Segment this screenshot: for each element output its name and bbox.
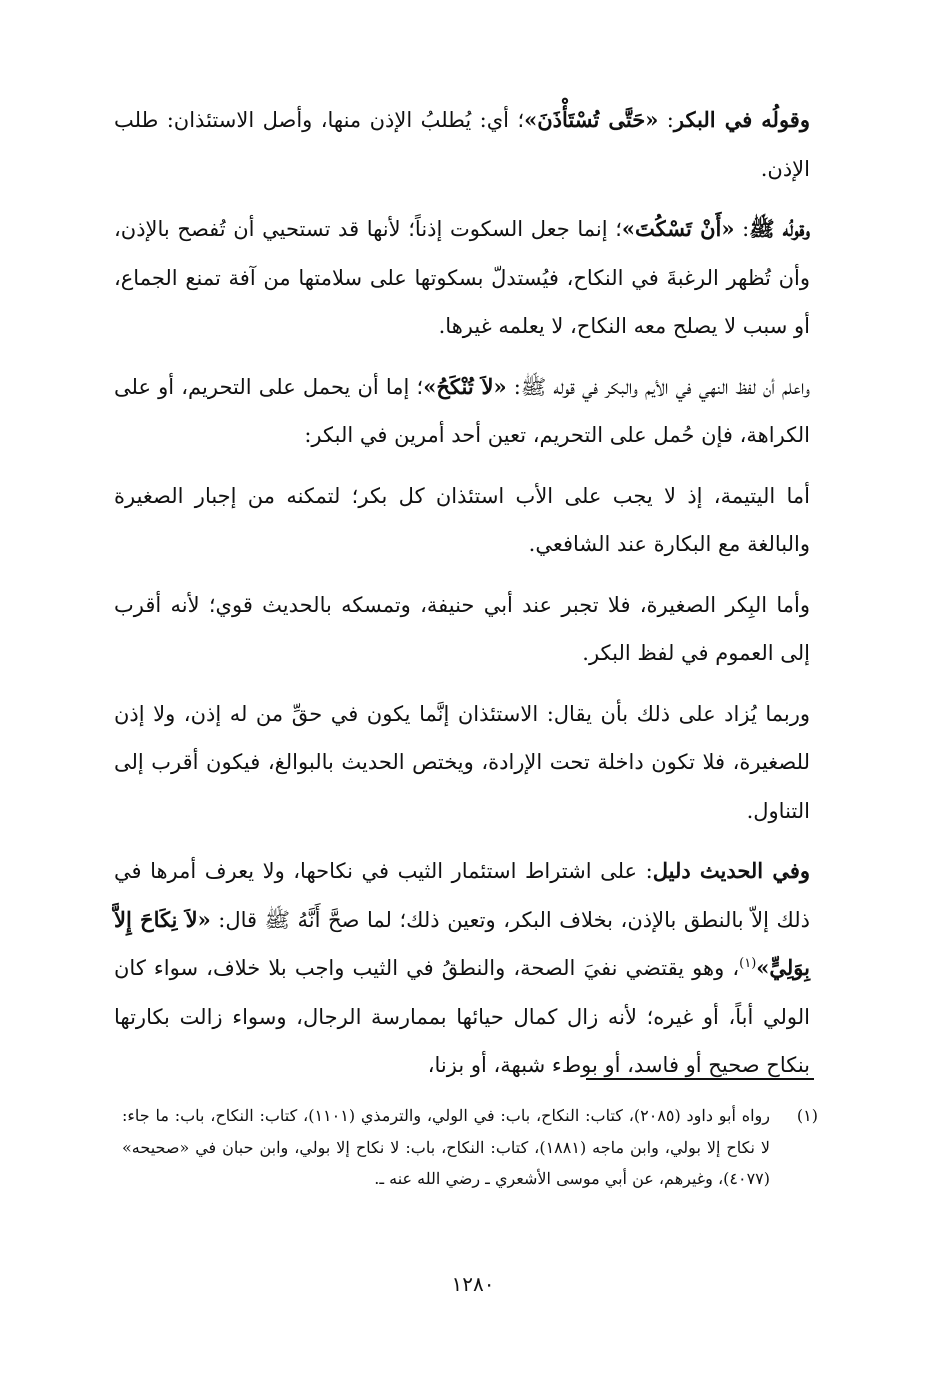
paragraph-2-lead: وقولُه ﷺ <box>749 216 810 241</box>
paragraph-4: أما اليتيمة، إذ لا يجب على الأب استئذان كل بكر؛ لتمكنه من إجبار الصغيرة والبالغة مع البكارة عند الشافعي. <box>114 483 810 556</box>
paragraph-7-quote: «لاَ نِكَاحَ إِلاَّ بِوَلِيٍّ» <box>114 906 810 980</box>
paragraph-5: وأما البِكر الصغيرة، فلا تجبر عند أبي حنيفة، وتمسكه بالحديث قوي؛ لأنه أقرب إلى العموم في لفظ البكر. <box>114 592 810 665</box>
footnote-1 <box>122 1100 818 1195</box>
paragraph-7-pre: : على اشتراط استئمار الثيب في نكاحها، ولا يعرف أمرها في ذلك إلاّ بالنطق بالإذن، بخلاف البكر، وتعين ذلك؛ لما صحَّ أَنَّهُ ﷺ قال: <box>114 859 810 932</box>
paragraph-1-quote: «حَتَّى تُسْتَأْذَنَ» <box>524 107 659 132</box>
footnotes <box>122 1100 818 1195</box>
paragraph-2-rest: ؛ إنما جعل السكوت إذناً؛ لأنها قد تستحيي أن تُفصح بالإذن، وأن تُظهر الرغبةَ في النكاح، فيُستدلّ بسكوتها على سلامتها من آفة تمنع الجماع، أو سبب لا يصلح معه النكاح، لا يعلمه غيرها. <box>114 217 810 338</box>
paragraph-2 <box>114 205 810 351</box>
paragraph-2-quote: «أَنْ تَسْكُتَ» <box>621 216 735 241</box>
page-number: ١٢٨٠ <box>451 1272 495 1296</box>
paragraph-3 <box>114 363 810 460</box>
footnote-1-number: (١) <box>796 1106 818 1125</box>
main-text <box>114 96 810 1098</box>
paragraph-3-pre: واعلم أن لفظ النهي في الأيم والبكر في قوله ﷺ: <box>506 374 811 399</box>
footnote-reference: (١) <box>739 956 757 971</box>
paragraph-7-rest: ، وهو يقتضي نفيَ الصحة، والنطقُ في الثيب واجب بلا خلاف، سواء كان الولي أباً، أو غيره؛ لأنه زال كمال حيائها بممارسة الرجال، وسواء زالت بكارتها بنكاح صحيح أو فاسد، أو بوطء شبهة، أو بزنا، <box>114 956 810 1077</box>
paragraph-3-rest: ؛ إما أن يحمل على التحريم، أو على الكراهة، فإن حُمل على التحريم، تعين أحد أمرين في البكر: <box>114 374 810 447</box>
paragraph-1-quote-pre: : <box>658 108 674 132</box>
paragraph-2-quote-pre: : <box>734 217 750 241</box>
footnote-1-text: رواه أبو داود (٢٠٨٥)، كتاب: النكاح، باب: في الولي، والترمذي (١١٠١)، كتاب: النكاح، باب: ما جاء: لا نكاح إلا بولي، وابن ماجه (١٨٨١)، كتاب: النكاح، باب: لا نكاح إلا بولي، وابن حبان في «صحيحه» (٤٠٧٧)، وغيرهم، عن أبي موسى الأشعري ـ رضي الله عنه ـ. <box>122 1106 770 1188</box>
paragraph-7-lead: وفي الحديث دليل <box>652 858 810 883</box>
paragraph-1 <box>114 96 810 193</box>
paragraph-1-rest: ؛ أي: يُطلبُ الإذن منها، وأصل الاستئذان: طلب الإذن. <box>114 108 810 181</box>
paragraph-1-lead: وقولُه في البكر <box>673 107 810 132</box>
paragraph-6: وربما يُزاد على ذلك بأن يقال: الاستئذان إنَّما يكون في حقِّ من له إذن، ولا إذن للصغيرة، فلا تكون داخلة تحت الإرادة، ويختص الحديث بالبوالغ، فيكون أقرب إلى التناول. <box>114 701 810 823</box>
paragraph-3-quote: «لاَ تُنْكَحُ» <box>423 373 507 399</box>
paragraph-7 <box>114 847 810 1090</box>
footnote-divider <box>586 1078 814 1080</box>
